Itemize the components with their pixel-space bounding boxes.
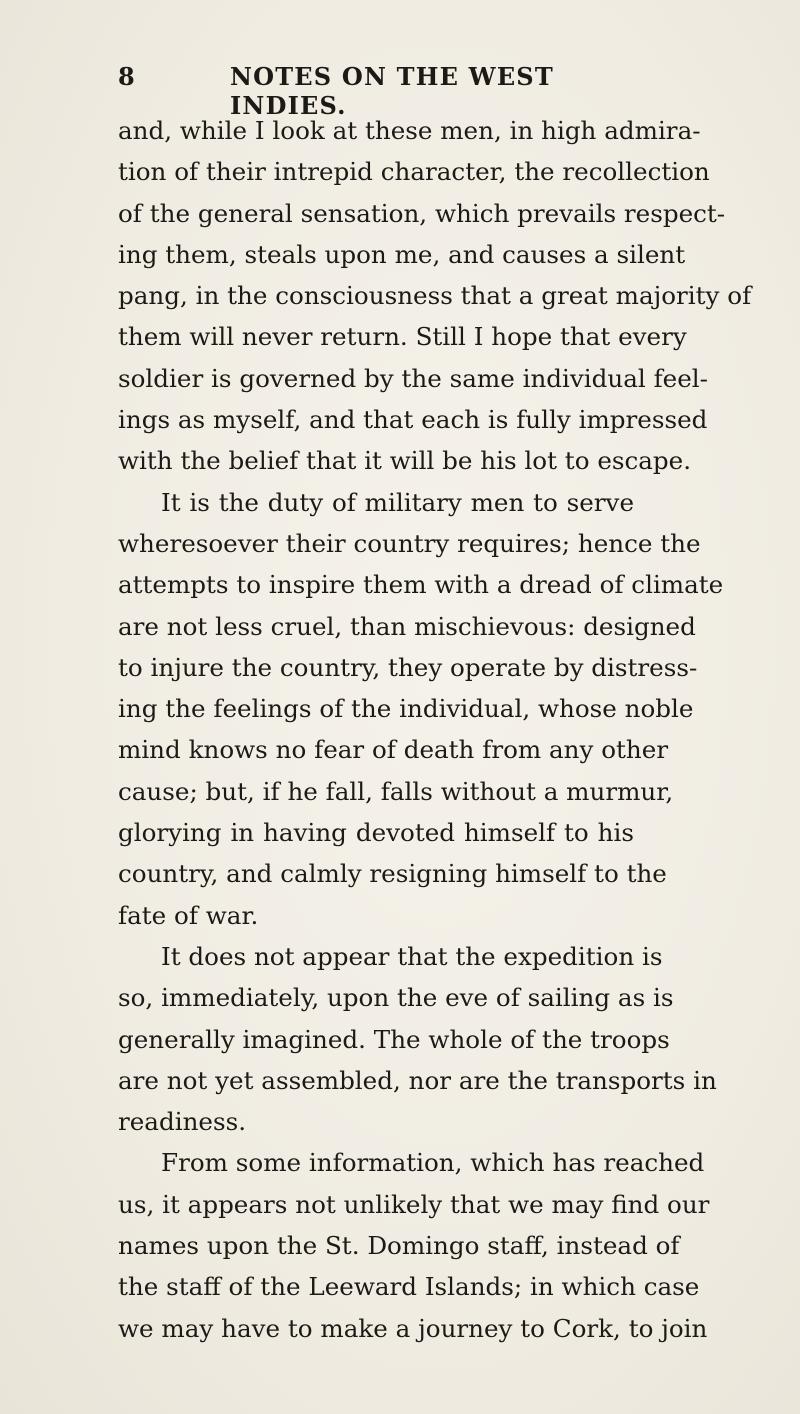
body-text xyxy=(118,110,752,1349)
text-line: ing them, steals upon me, and causes a silent xyxy=(118,239,686,269)
text-line: It is the duty of military men to serve xyxy=(161,487,634,517)
text-line: ing the feelings of the individual, whose noble xyxy=(118,694,694,724)
text-line: mind knows no fear of death from any other xyxy=(118,735,669,765)
text-line: us, it appears not unlikely that we may find our xyxy=(118,1189,710,1219)
text-line: glorying in having devoted himself to his xyxy=(118,818,634,848)
running-head xyxy=(118,62,634,120)
text-line: soldier is governed by the same individual feel- xyxy=(118,363,708,393)
text-line: the staff of the Leeward Islands; in which case xyxy=(118,1272,700,1302)
text-line: with the belief that it will be his lot to escape. xyxy=(118,446,692,476)
page-number: 8 xyxy=(118,62,136,91)
text-line: cause; but, if he fall, falls without a murmur, xyxy=(118,776,674,806)
text-line: attempts to inspire them with a dread of climate xyxy=(118,570,724,600)
text-line: so, immediately, upon the eve of sailing as is xyxy=(118,983,674,1013)
text-line: are not less cruel, than mischievous: designed xyxy=(118,611,696,641)
text-line: and, while I look at these men, in high admira- xyxy=(118,116,701,145)
text-line: tion of their intrepid character, the recollection xyxy=(118,157,710,187)
running-title: NOTES ON THE WEST INDIES. xyxy=(230,62,554,120)
text-line: wheresoever their country requires; hence the xyxy=(118,528,701,558)
text-line: are not yet assembled, nor are the transports in xyxy=(118,1065,717,1095)
text-line: It does not appear that the expedition is xyxy=(161,941,663,971)
text-line: of the general sensation, which prevails respect- xyxy=(118,198,726,228)
text-line: From some information, which has reached xyxy=(161,1148,705,1178)
text-line: country, and calmly resigning himself to the xyxy=(118,859,667,889)
text-line: names upon the St. Domingo staff, instead of xyxy=(118,1231,680,1261)
text-line: to injure the country, they operate by distress- xyxy=(118,652,698,682)
text-line: them will never return. Still I hope that every xyxy=(118,322,687,352)
text-line: we may have to make a journey to Cork, to join xyxy=(118,1313,708,1343)
text-line: ings as myself, and that each is fully impressed xyxy=(118,405,708,435)
text-line: fate of war. xyxy=(118,900,259,930)
text-line: generally imagined. The whole of the troops xyxy=(118,1024,670,1054)
text-line: readiness. xyxy=(118,1107,247,1137)
text-line: pang, in the consciousness that a great majority of xyxy=(118,281,752,311)
